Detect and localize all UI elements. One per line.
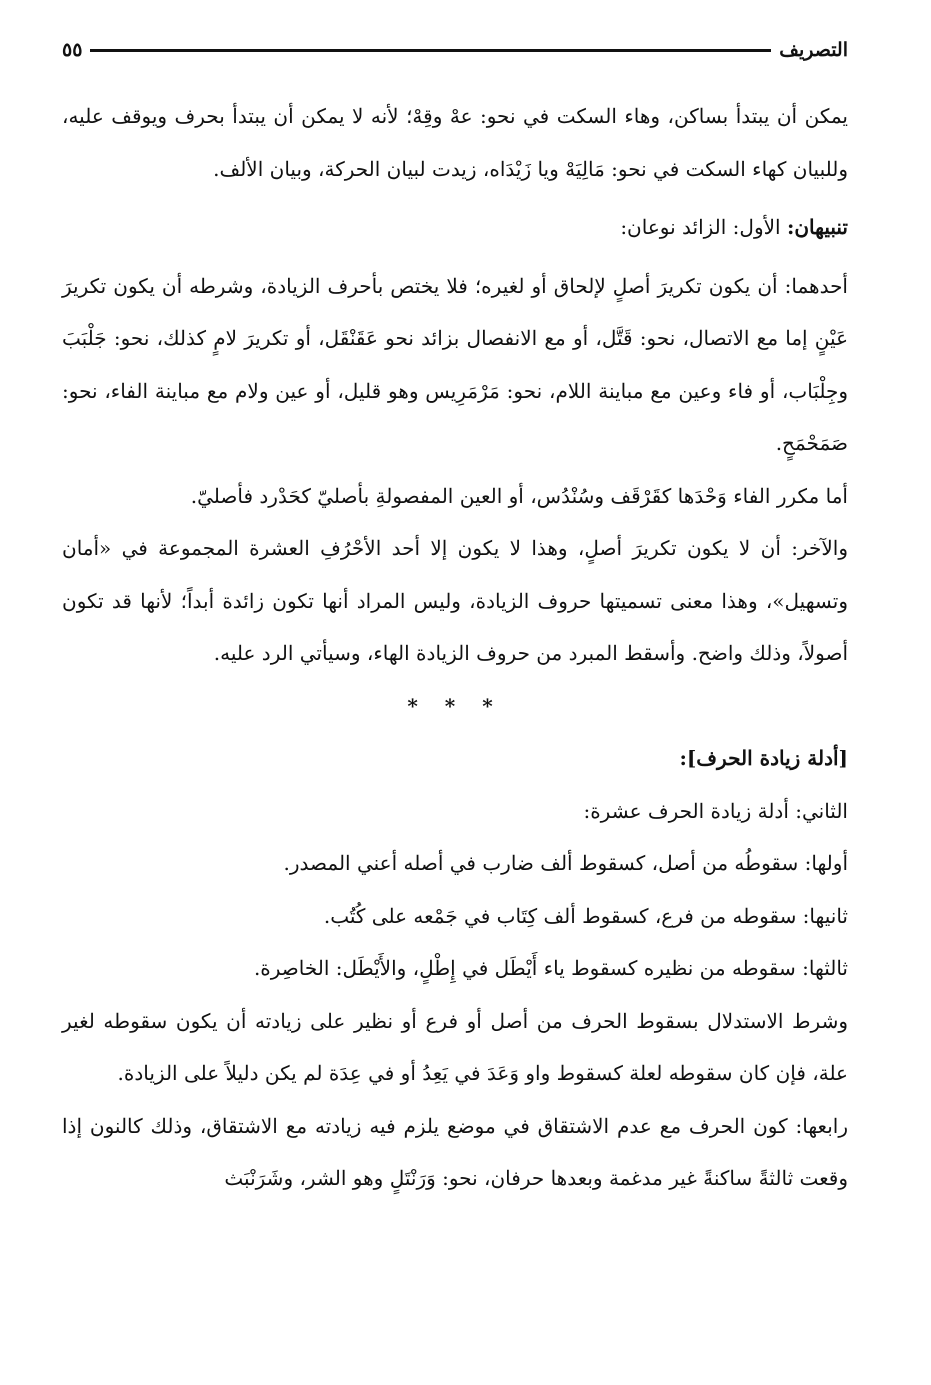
paragraph-8: ثالثها: سقوطه من نظيره كسقوط ياء أَيْطَل في إِطْلٍ، والأَيْطَل: الخاصِرة. <box>253 956 848 980</box>
header-title: التصريف <box>779 39 848 61</box>
paragraph-9: وشرط الاستدلال بسقوط الحرف من أصل أو فرع أو نظير على زيادته أن يكون سقوطه لغير علة، فإن كان سقوطه لعلة كسقوط واو وَعَدَ في يَعِدُ أو في عِدَة لم يكن دليلاً على الزيادة. <box>62 1008 848 1085</box>
section-title: [أدلة زيادة الحرف]: <box>679 746 848 770</box>
paragraph-6: أولها: سقوطُه من أصل، كسقوط ألف ضارب في أصله أعني المصدر. <box>283 851 848 875</box>
page-number: ٥٥ <box>62 39 83 61</box>
note-text: الأول: الزائد نوعان: <box>620 215 781 239</box>
header-rule <box>90 49 771 52</box>
paragraph-10: رابعها: كون الحرف مع عدم الاشتقاق في موضع يلزم فيه زيادته مع الاشتقاق، وذلك كالنون إذا وقعت ثالثةً ساكنةً غير مدغمة وبعدها حرفان، نحو: وَرَنْتَلٍ وهو الشر، وشَرَنْبَث <box>62 1113 848 1190</box>
running-header <box>62 30 848 70</box>
note-label: تنبيهان: <box>786 215 848 239</box>
paragraph-4: والآخر: أن لا يكون تكريرَ أصلٍ، وهذا لا يكون إلا أحد الأحْرُفِ العشرة المجموعة في «أمان وتسهيل»، وهذا معنى تسميتها حروف الزيادة، وليس المراد أنها تكون زائدة أبداً؛ لأنها قد تكون أصولاً، وذلك واضح. وأسقط المبرد من حروف الزيادة الهاء، وسيأتي الرد عليه. <box>62 536 848 665</box>
paragraph-2: أحدهما: أن يكون تكريرَ أصلٍ لإلحاق أو لغيره؛ فلا يختص بأحرف الزيادة، وشرطه أن يكون تكريرَ عَيْنٍ إما مع الاتصال، نحو: قَتَّل، أو مع الانفصال بزائد نحو عَقَنْقَل، أو تكريرَ لامٍ كذلك، نحو: جَلْبَبَ وجِلْبَاب، أو فاء وعين مع مباينة اللام، نحو: مَرْمَرِيس وهو قليل، أو عين ولام مع مباينة الفاء، نحو: صَمَحْمَحٍ. <box>62 273 848 455</box>
page-body <box>62 90 848 1205</box>
paragraph-7: ثانيها: سقوطه من فرع، كسقوط ألف كِتَاب في جَمْعه على كُتُب. <box>323 903 848 928</box>
book-page <box>62 30 848 1205</box>
section-separator: * * * <box>407 693 503 718</box>
paragraph-1: يمكن أن يبتدأ بساكن، وهاء السكت في نحو: عهْ وقِهْ؛ لأنه لا يمكن أن يبتدأ بحرف ويوقف عليه، وللبيان كهاء السكت في نحو: مَالِيَهْ ويا زَيْدَاه، زيدت لبيان الحركة، وبيان الألف. <box>62 104 848 181</box>
paragraph-3: أما مكرر الفاء وَحْدَها كقَرْقَف وسُنْدُس، أو العين المفصولةِ بأصليّ كحَدْرد فأصليّ. <box>190 483 848 508</box>
note-line <box>62 201 848 254</box>
paragraph-5: الثاني: أدلة زيادة الحرف عشرة: <box>583 798 848 823</box>
